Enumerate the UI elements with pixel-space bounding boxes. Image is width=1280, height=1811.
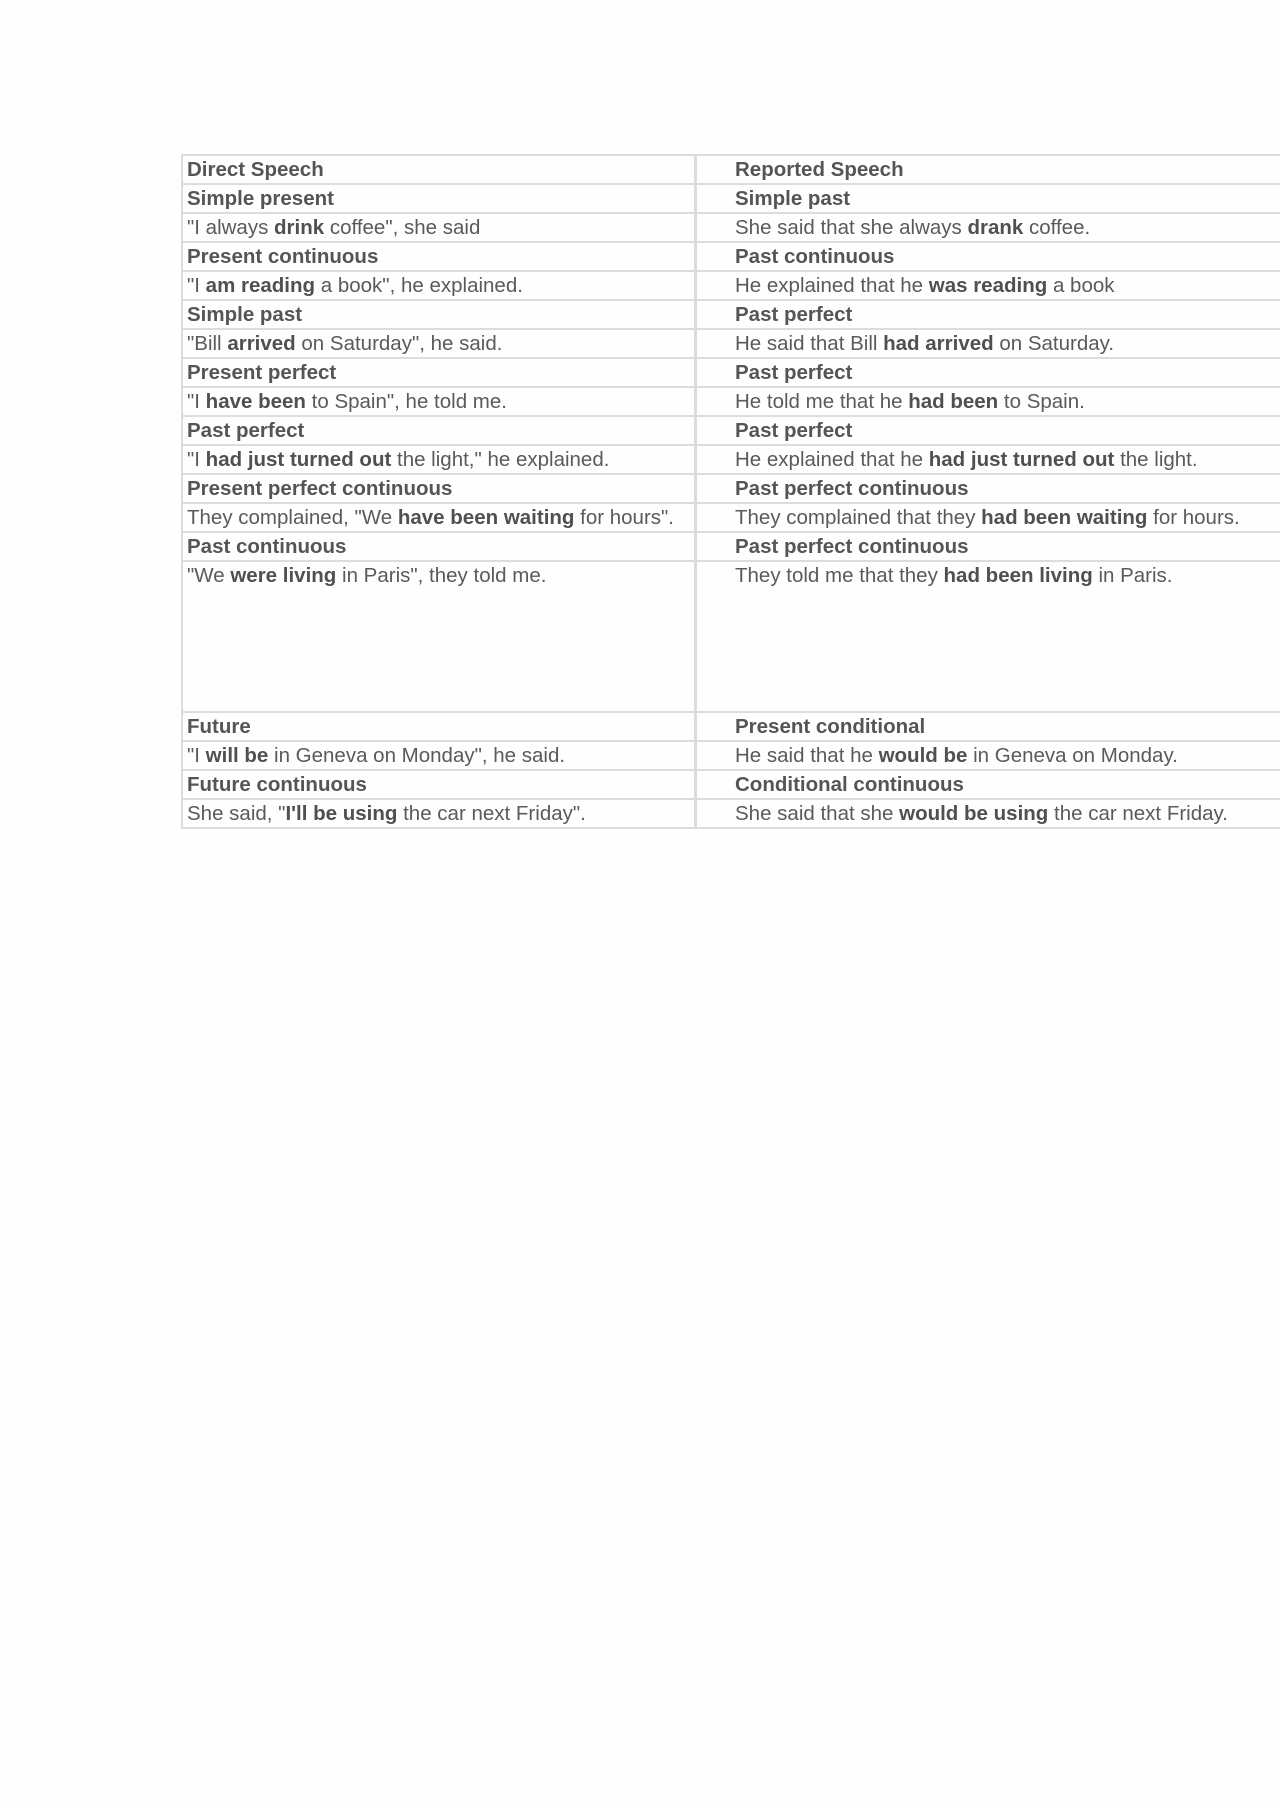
- text-segment: They told me that they: [735, 564, 944, 587]
- text-segment: for hours".: [574, 506, 675, 529]
- text-segment: She said that she: [735, 802, 900, 825]
- tense-row: [181, 531, 1280, 560]
- example-direct: [181, 742, 697, 769]
- example-direct: [181, 562, 697, 711]
- text-segment: They complained, "We: [187, 506, 398, 529]
- text-segment: "I: [187, 274, 206, 297]
- tense-direct: Past continuous: [181, 533, 697, 560]
- verb-highlight: would be using: [899, 802, 1049, 825]
- tense-direct: Present continuous: [181, 243, 697, 270]
- example-reported: [697, 562, 1280, 711]
- verb-highlight: had arrived: [883, 332, 994, 355]
- text-segment: a book", he explained.: [315, 274, 523, 297]
- verb-highlight: drink: [274, 216, 325, 239]
- tense-row: [181, 183, 1280, 212]
- example-direct: [181, 214, 697, 241]
- verb-highlight: had been living: [943, 564, 1093, 587]
- text-segment: "Bill: [187, 332, 228, 355]
- example-direct: [181, 330, 697, 357]
- verb-highlight: arrived: [227, 332, 296, 355]
- text-segment: He explained that he: [735, 448, 929, 471]
- header-reported-speech: Reported Speech: [735, 158, 904, 181]
- verb-highlight: am reading: [205, 274, 316, 297]
- text-segment: They complained that they: [735, 506, 982, 529]
- text-segment: He said that he: [735, 744, 879, 767]
- example-row: [181, 270, 1280, 299]
- verb-highlight: have been: [205, 390, 306, 413]
- example-reported: [697, 504, 1280, 531]
- verb-highlight: will be: [205, 744, 269, 767]
- tense-reported: Past continuous: [735, 245, 895, 268]
- tense-reported: Present conditional: [735, 715, 926, 738]
- verb-highlight: were living: [230, 564, 337, 587]
- tense-direct: Simple present: [181, 185, 697, 212]
- text-segment: the light.: [1114, 448, 1198, 471]
- text-segment: for hours.: [1147, 506, 1240, 529]
- text-segment: He said that Bill: [735, 332, 884, 355]
- verb-highlight: would be: [878, 744, 968, 767]
- example-row: [181, 560, 1280, 711]
- text-segment: "I: [187, 744, 206, 767]
- tense-row: [181, 415, 1280, 444]
- example-row: [181, 798, 1280, 829]
- tense-reported: Past perfect: [735, 303, 853, 326]
- text-segment: on Saturday.: [993, 332, 1115, 355]
- tense-direct: Future: [181, 713, 697, 740]
- example-row: [181, 212, 1280, 241]
- tense-direct: Present perfect: [181, 359, 697, 386]
- verb-highlight: had been: [908, 390, 999, 413]
- tense-direct: Simple past: [181, 301, 697, 328]
- table-header-row: [181, 154, 1280, 183]
- tense-direct: Present perfect continuous: [181, 475, 697, 502]
- text-segment: a book: [1047, 274, 1115, 297]
- tense-row: [181, 299, 1280, 328]
- text-segment: in Paris", they told me.: [336, 564, 547, 587]
- example-reported: [697, 272, 1280, 299]
- example-reported: [697, 388, 1280, 415]
- example-direct: [181, 388, 697, 415]
- verb-highlight: had just turned out: [205, 448, 392, 471]
- example-direct: [181, 446, 697, 473]
- text-segment: coffee.: [1023, 216, 1091, 239]
- tense-direct: Future continuous: [181, 771, 697, 798]
- example-row: [181, 444, 1280, 473]
- text-segment: "We: [187, 564, 231, 587]
- example-direct: [181, 272, 697, 299]
- text-segment: She said that she always: [735, 216, 968, 239]
- example-direct: [181, 800, 697, 827]
- example-row: [181, 386, 1280, 415]
- tense-reported: Past perfect: [735, 419, 853, 442]
- text-segment: the light," he explained.: [391, 448, 610, 471]
- text-segment: "I: [187, 390, 206, 413]
- tense-reported: Past perfect: [735, 361, 853, 384]
- text-segment: the car next Friday.: [1048, 802, 1228, 825]
- tense-reported: Past perfect continuous: [735, 535, 969, 558]
- verb-highlight: I'll be using: [285, 802, 398, 825]
- tense-row: [181, 769, 1280, 798]
- verb-highlight: had just turned out: [928, 448, 1115, 471]
- example-direct: [181, 504, 697, 531]
- example-reported: [697, 214, 1280, 241]
- text-segment: in Paris.: [1092, 564, 1173, 587]
- verb-highlight: have been waiting: [397, 506, 575, 529]
- tense-direct: Past perfect: [181, 417, 697, 444]
- tense-row: [181, 711, 1280, 740]
- tense-row: [181, 241, 1280, 270]
- text-segment: She said, ": [187, 802, 286, 825]
- text-segment: in Geneva on Monday.: [967, 744, 1178, 767]
- example-reported: [697, 330, 1280, 357]
- tense-reported: Simple past: [735, 187, 851, 210]
- text-segment: He explained that he: [735, 274, 929, 297]
- example-row: [181, 328, 1280, 357]
- example-row: [181, 740, 1280, 769]
- verb-highlight: had been waiting: [981, 506, 1148, 529]
- example-row: [181, 502, 1280, 531]
- text-segment: He told me that he: [735, 390, 909, 413]
- text-segment: to Spain", he told me.: [305, 390, 507, 413]
- tense-row: [181, 357, 1280, 386]
- example-reported: [697, 742, 1280, 769]
- tense-reported: Conditional continuous: [735, 773, 964, 796]
- tense-reported: Past perfect continuous: [735, 477, 969, 500]
- text-segment: "I always: [187, 216, 275, 239]
- header-direct-speech: Direct Speech: [181, 156, 697, 183]
- text-segment: to Spain.: [998, 390, 1085, 413]
- verb-highlight: drank: [967, 216, 1024, 239]
- verb-highlight: was reading: [928, 274, 1048, 297]
- speech-table: [181, 154, 1280, 829]
- example-reported: [697, 800, 1280, 827]
- text-segment: "I: [187, 448, 206, 471]
- text-segment: coffee", she said: [324, 216, 481, 239]
- example-reported: [697, 446, 1280, 473]
- text-segment: in Geneva on Monday", he said.: [268, 744, 566, 767]
- text-segment: the car next Friday".: [397, 802, 586, 825]
- tense-row: [181, 473, 1280, 502]
- text-segment: on Saturday", he said.: [295, 332, 503, 355]
